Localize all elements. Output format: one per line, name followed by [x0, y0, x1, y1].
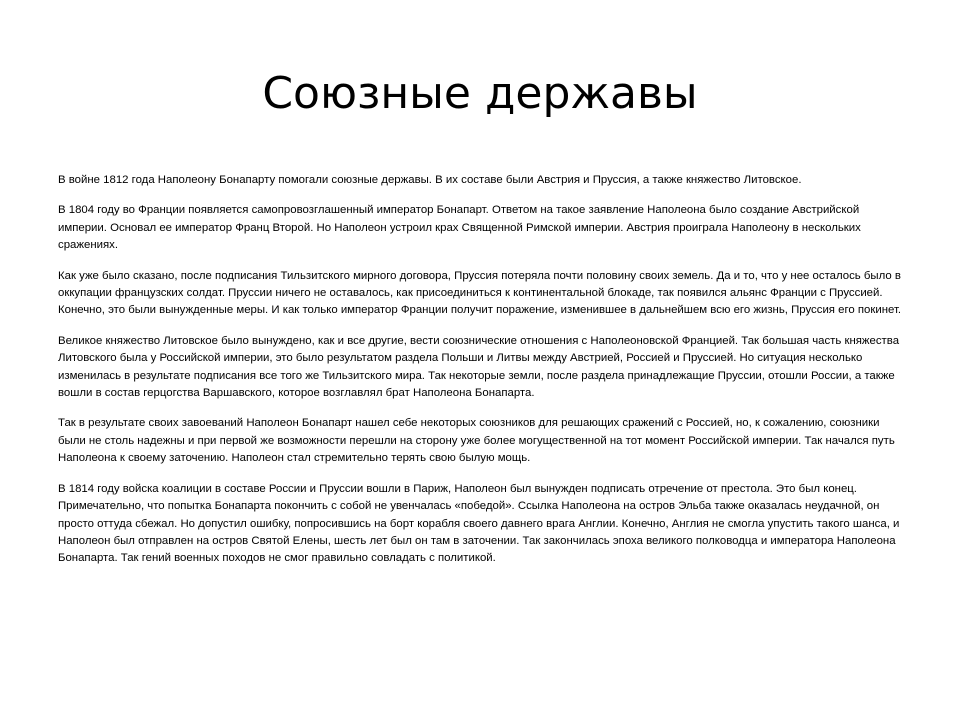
slide-body [58, 172, 906, 581]
paragraph-prussia: Как уже было сказано, после подписания Тильзитского мирного договора, Пруссия потеряла почти половину своих земель. Да и то, что у нее осталось было в оккупации французских солдат. Пруссии ничего не оставалось, как присоединиться к континентальной блокаде, так появился альянс Франции с Пруссией. Конечно, это были вынужденные меры. И как только император Франции получит поражение, изменившее в дальнейшем всю его жизнь, Пруссия его покинет. [58, 269, 902, 317]
paragraph-allies-result: Так в результате своих завоеваний Наполеон Бонапарт нашел себе некоторых союзников для решающих сражений с Россией, но, к сожалению, союзники были не столь надежны и при первой же возможности перешли на сторону уже более могущественной на тот момент Российской империи. Так начался путь Наполеона к своему заточению. Наполеон стал стремительно терять свою былую мощь. [58, 417, 895, 465]
paragraph-allies-intro: В войне 1812 года Наполеону Бонапарту помогали союзные державы. В их составе были Австрия и Пруссия, а также княжество Литовское. [58, 174, 802, 186]
paragraph-napoleon-fall: В 1814 году войска коалиции в составе России и Пруссии вошли в Париж, Наполеон был вынужден подписать отречение от престола. Это был конец. Примечательно, что попытка Бонапарта покончить с собой не увенчалась «победой». Ссылка Наполеона на остров Эльба также оказалась неудачной, он просто оттуда сбежал. Но допустил ошибку, попросившись на борт корабля своего давнего врага Англии. Конечно, Англия не смогла упустить такого шанса, и Наполеон был отправлен на остров Святой Елены, шесть лет был он там в заточении. Так закончилась эпоха великого полководца и императора Наполеона Бонапарта. Так гений военных походов не смог правильно совладать с политикой. [58, 482, 900, 565]
slide-title: Союзные державы [262, 68, 698, 119]
paragraph-lithuania: Великое княжество Литовское было вынуждено, как и все другие, вести союзнические отношения с Наполеоновской Францией. Так большая часть княжества Литовского была у Российской империи, это было результатом раздела Польши и Литвы между Австрией, Россией и Пруссией. Но ситуация несколько изменилась в результате подписания все того же Тильзитского мира. Так некоторые земли, после раздела принадлежащие Пруссии, отошли России, а также вошли в состав герцогства Варшавского, которое возглавлял брат Наполеона Бонапарта. [58, 334, 900, 400]
paragraph-austria: В 1804 году во Франции появляется самопровозглашенный император Бонапарт. Ответом на такое заявление Наполеона было создание Австрийской империи. Основал ее император Франц Второй. Но Наполеон устроил крах Священной Римской империи. Австрия проиграла Наполеону в нескольких сражениях. [58, 204, 861, 252]
